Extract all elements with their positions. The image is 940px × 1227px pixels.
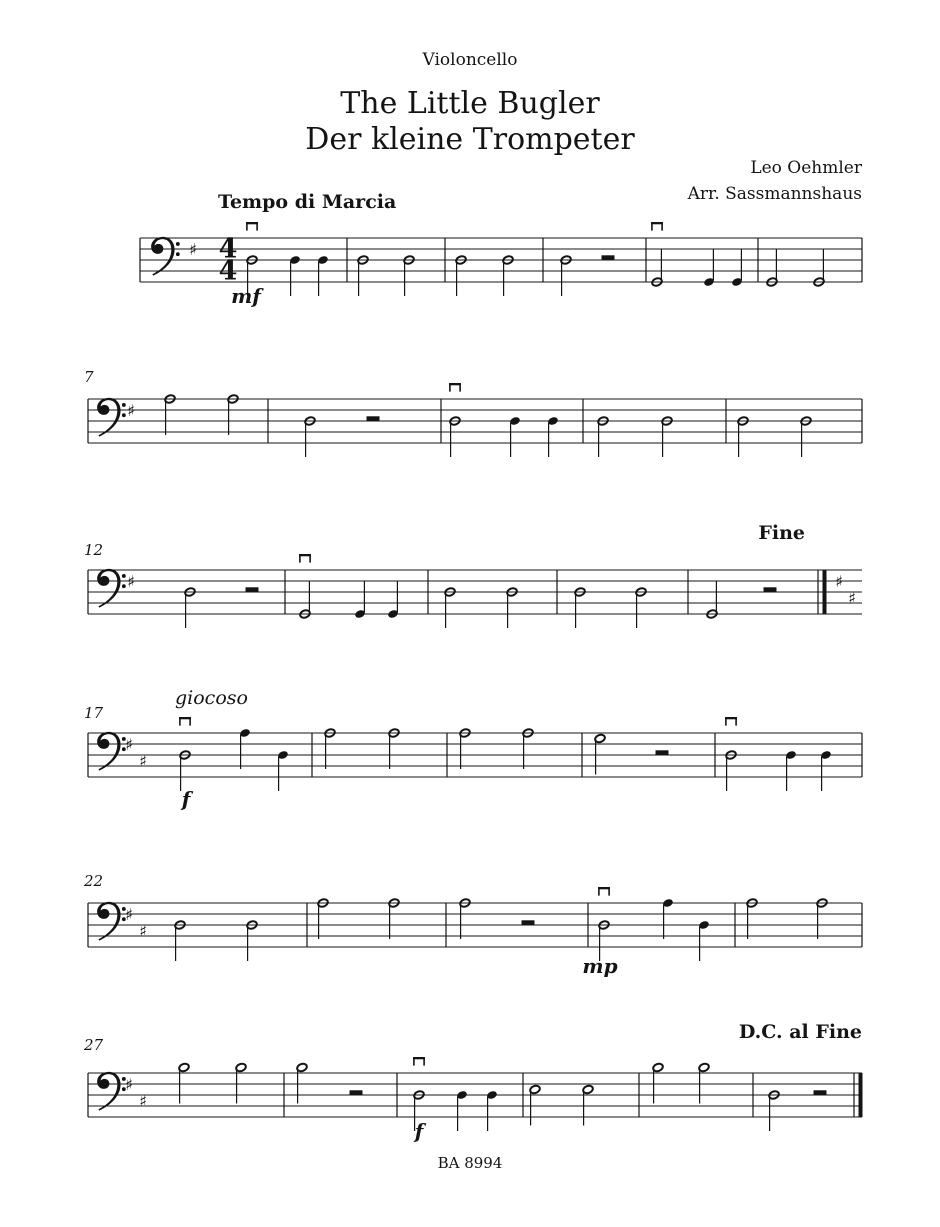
half-note [227,394,239,435]
key-signature-sharp-icon: ♯ [189,240,197,259]
half-rest [246,587,259,592]
quarter-note [354,581,366,619]
half-note [768,1090,780,1131]
half-rest [367,416,380,421]
dc-al-fine-marking: D.C. al Fine [738,1021,862,1043]
dynamic-marking: mp [582,954,618,978]
half-rest [656,750,669,755]
quarter-note [317,255,329,296]
half-note [164,394,176,435]
down-bow-icon [598,887,610,896]
measure-number: 17 [84,704,104,722]
half-note [594,733,606,774]
key-signature-sharp-icon: ♯ [139,1091,147,1111]
half-note [813,249,825,287]
half-note [661,416,673,457]
half-note [746,898,758,939]
piece-title: The Little Bugler [340,86,600,121]
half-note [455,255,467,296]
tempo-marking: Tempo di Marcia [218,191,397,213]
key-signature-sharp-icon: ♯ [139,751,147,771]
half-rest [350,1090,363,1095]
quarter-note [547,416,559,457]
measure-number: 22 [84,872,104,890]
dynamic-marking: mf [231,284,261,308]
half-note [174,920,186,961]
measure-number: 27 [84,1036,104,1054]
system-4 [84,704,862,811]
quarter-note [662,898,674,939]
quarter-note [509,416,521,457]
quarter-note [785,750,797,791]
quarter-note [486,1090,498,1131]
half-note [179,750,191,791]
quarter-note [703,249,715,287]
key-signature-sharp-icon: ♯ [139,921,147,941]
half-note [506,587,518,628]
half-note [403,255,415,296]
half-note [357,255,369,296]
down-bow-icon [299,554,311,563]
key-signature-sharp-icon: ♯ [127,572,135,591]
half-rest [814,1090,827,1095]
key-signature-sharp-icon: ♯ [125,1075,133,1094]
half-note [706,581,718,619]
down-bow-icon [651,222,663,231]
half-note [449,416,461,457]
half-note [635,587,647,628]
courtesy-key-sharp-icon: ♯ [835,572,843,591]
down-bow-icon [725,717,737,726]
half-note [574,587,586,628]
half-note [459,728,471,769]
half-note [184,587,196,628]
quarter-note [277,750,289,791]
half-note [178,1062,190,1103]
plate-number: BA 8994 [437,1154,503,1172]
half-note [800,416,812,457]
half-note [502,255,514,296]
system-1 [140,222,862,308]
system-3 [84,541,862,628]
half-note [317,898,329,939]
bass-clef-icon [97,902,126,941]
half-note [388,728,400,769]
half-rest [522,920,535,925]
half-rest [602,255,615,260]
half-note [766,249,778,287]
half-note [246,920,258,961]
half-rest [764,587,777,592]
bass-clef-icon [151,237,180,276]
key-signature-sharp-icon: ♯ [127,401,135,420]
down-bow-icon [413,1057,425,1066]
time-signature: 4 [218,255,238,287]
system-5 [83,872,862,978]
half-note [459,898,471,939]
instrument-name: Violoncello [422,50,518,70]
half-note [698,1062,710,1103]
fine-marking: Fine [758,522,805,544]
down-bow-icon [179,717,191,726]
half-note [235,1062,247,1103]
half-note [737,416,749,457]
bass-clef-icon [97,569,126,608]
half-note [725,750,737,791]
system-6 [83,1036,862,1143]
bass-clef-icon [97,732,126,771]
arranger-name: Arr. Sassmannshaus [687,184,862,204]
key-signature-sharp-icon: ♯ [125,735,133,754]
dynamic-marking: f [414,1119,424,1143]
half-note [651,249,663,287]
half-note [388,898,400,939]
dynamic-marking: f [181,787,191,811]
measure-number: 12 [84,541,104,559]
courtesy-key-sharp-icon: ♯ [848,588,856,608]
half-note [522,728,534,769]
quarter-note [456,1090,468,1131]
half-note [299,581,311,619]
quarter-note [820,750,832,791]
bass-clef-icon [97,398,126,437]
measure-number: 7 [84,368,94,386]
quarter-note [387,581,399,619]
half-note [529,1084,541,1125]
quarter-note [239,728,251,769]
half-note [444,587,456,628]
time-signature: 4 [218,233,238,265]
bass-clef-icon [97,1072,126,1111]
composer-name: Leo Oehmler [750,158,862,178]
half-note [560,255,572,296]
quarter-note [698,920,710,961]
half-note [324,728,336,769]
system-2 [84,368,862,457]
down-bow-icon [449,383,461,392]
half-note [816,898,828,939]
quarter-note [289,255,301,296]
down-bow-icon [246,222,258,231]
half-note [304,416,316,457]
half-note [296,1062,308,1103]
half-note [652,1062,664,1103]
half-note [597,416,609,457]
quarter-note [731,249,743,287]
half-note [582,1084,594,1125]
giocoso-marking: giocoso [175,687,248,709]
piece-subtitle: Der kleine Trompeter [305,122,635,157]
key-signature-sharp-icon: ♯ [125,905,133,924]
